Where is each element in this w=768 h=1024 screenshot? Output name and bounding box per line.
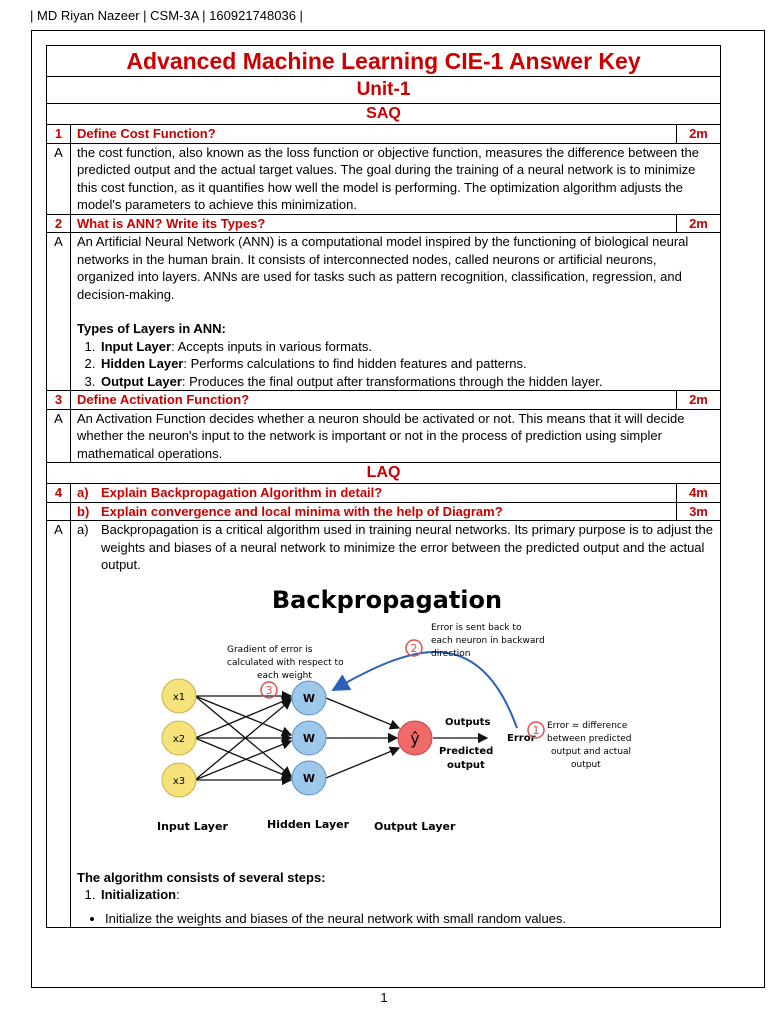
saq-heading: SAQ	[366, 105, 401, 122]
answer-cell: a) Backpropagation is a critical algorithm used in training neural networks. Its primary purpose is to adjust the weights and biases of a neural network to minimize the error between the predicted output and the actual output. Backpropagation x1 x2 x3 W W W ŷ Outputs Predicted output Error 1 Error = difference between predicted output and actual output 2 Error is sent back to each neuron in backward direction Gradient of error is calculated with respect to each weight 3 Input Layer Hidden Layer Output Layer The algorithm consists of several steps: 1. Initialization: • Initialize the weights and biases of the neural network with small random values.	[71, 521, 721, 928]
annotation-text: each neuron in backward	[431, 635, 545, 646]
list-item: • Initialize the weights and biases of the neural network with small random values.	[105, 910, 714, 928]
question-marks: 2m	[676, 125, 720, 144]
question-text: Define Cost Function?	[71, 125, 677, 144]
predicted-text: output	[447, 759, 485, 771]
answer-text: the cost function, also known as the loss function or objective function, measures the difference between the predicted output and the actual target values. The goal during the training of a neural network is to minimize this cost function, as it quantifies how well the model is performing. The optimization algorithm adjusts the model's parameters to achieve this minimization.	[71, 143, 721, 214]
question-marks: 4m	[676, 484, 720, 503]
outputs-text: Outputs	[445, 716, 491, 728]
output-label: ŷ	[410, 728, 420, 748]
annotation-text: output	[571, 759, 601, 770]
layer-label: Hidden Layer	[267, 817, 349, 831]
answer-text: Backpropagation is a critical algorithm used in training neural networks. Its primary purpose is to adjust the weights and biases of a neural network to minimize the error between the predicted output and the actual output.	[101, 522, 714, 572]
annotation-text: output and actual	[551, 746, 632, 757]
annotation-number: 3	[265, 683, 273, 697]
layer-label: Input Layer	[157, 819, 228, 833]
answer-marker: A	[47, 233, 71, 391]
answer-marker: A	[47, 409, 71, 463]
page-number: 1	[380, 990, 388, 1005]
question-text: What is ANN? Write its Types?	[71, 214, 677, 233]
diagram-title: Backpropagation	[271, 585, 503, 614]
question-marks: 2m	[676, 391, 720, 410]
question-text: a) Explain Backpropagation Algorithm in detail?	[71, 484, 677, 503]
input-label: x2	[172, 733, 186, 745]
annotation-text: calculated with respect to	[227, 657, 344, 668]
predicted-text: Predicted	[439, 745, 494, 757]
question-number: 3	[47, 391, 71, 410]
hidden-label: W	[302, 731, 316, 745]
input-label: x3	[172, 775, 186, 787]
types-heading: Types of Layers in ANN:	[77, 321, 226, 336]
steps-list	[77, 886, 714, 904]
question-marks: 3m	[676, 502, 720, 521]
list-item: 1. Initialization:	[99, 886, 714, 904]
layer-types-list	[77, 338, 714, 391]
steps-heading: The algorithm consists of several steps:	[77, 869, 326, 885]
annotation-number: 2	[410, 641, 418, 655]
annotation-text: Gradient of error is	[227, 644, 313, 655]
question-number: 1	[47, 125, 71, 144]
list-item: 3. Output Layer: Produces the final output after transformations through the hidden layer.	[99, 373, 714, 391]
answer-marker: A	[47, 143, 71, 214]
backpropagation-diagram	[77, 578, 717, 863]
hidden-label: W	[302, 691, 316, 705]
answer-text: An Activation Function decides whether a neuron should be activated or not. This means that it will decide whether the neuron's input to the network is important or not in the process of prediction using simpler mathematical operations.	[71, 409, 721, 463]
question-number: 4	[47, 484, 71, 503]
answer-marker: A	[47, 521, 71, 928]
question-text: b) Explain convergence and local minima with the help of Diagram?	[71, 502, 677, 521]
answer-key-table	[46, 45, 721, 928]
annotation-text: direction	[431, 648, 471, 659]
answer-cell	[71, 233, 721, 391]
question-text: Define Activation Function?	[71, 391, 677, 410]
question-number: 2	[47, 214, 71, 233]
answer-text: An Artificial Neural Network (ANN) is a computational model inspired by the functioning of biological neural networks in the human brain. It consists of interconnected nodes, called neurons or artificial neurons, organized into layers. ANNs are used for tasks such as pattern recognition, classification, regression, and decision-making.	[77, 234, 689, 302]
input-hidden-connections	[195, 696, 487, 780]
annotation-text: between predicted	[547, 733, 632, 744]
laq-heading: LAQ	[366, 464, 401, 481]
unit-heading: Unit-1	[356, 79, 411, 100]
annotation-number: 1	[532, 723, 540, 737]
list-item: 1. Input Layer: Accepts inputs in various formats.	[99, 338, 714, 356]
input-label: x1	[172, 691, 186, 703]
annotation-text: Error = difference	[547, 720, 628, 731]
error-text: Error	[507, 732, 536, 744]
hidden-label: W	[302, 771, 316, 785]
annotation-text: Error is sent back to	[431, 622, 522, 633]
annotation-text: each weight	[257, 670, 312, 681]
list-item: 2. Hidden Layer: Performs calculations to find hidden features and patterns.	[99, 355, 714, 373]
layer-label: Output Layer	[374, 819, 456, 833]
document-title: Advanced Machine Learning CIE-1 Answer Key	[126, 48, 641, 74]
bullet-list	[77, 910, 714, 928]
page-header: | MD Riyan Nazeer | CSM-3A | 160921748036 |	[30, 8, 303, 23]
question-marks: 2m	[676, 214, 720, 233]
